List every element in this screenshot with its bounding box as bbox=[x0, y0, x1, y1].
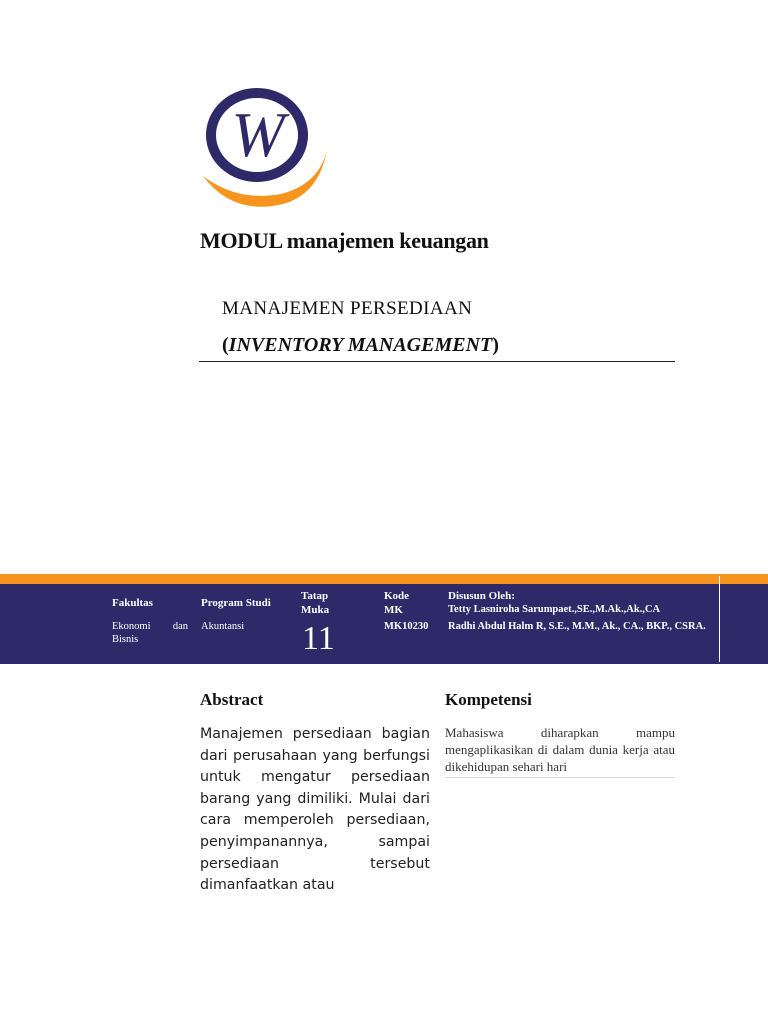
subtitle-open-paren: ( bbox=[222, 334, 229, 356]
logo-mark bbox=[197, 88, 329, 208]
kode-mk-value: MK10230 bbox=[384, 621, 429, 632]
topic-title: MANAJEMEN PERSEDIAAN bbox=[222, 298, 473, 319]
disusun-oleh-label: Disusun Oleh: bbox=[448, 590, 515, 602]
fakultas-value: Ekonomi dan Bisnis bbox=[112, 621, 188, 645]
competency-text: Mahasiswa diharapkan mampu mengaplikasikan di dalam dunia kerja atau dikehidupan sehari hari bbox=[445, 725, 675, 774]
competency-divider bbox=[445, 777, 675, 778]
subtitle-close-paren: ) bbox=[492, 334, 499, 356]
abstract-heading: Abstract bbox=[200, 690, 264, 709]
university-logo bbox=[197, 88, 329, 208]
abstract-text: Manajemen persediaan bagian dari perusahaan yang berfungsi untuk mengatur persediaan barang yang dimiliki. Mulai dari cara memperoleh persediaan, penyimpanannya, sampai persediaan tersebut dimanfaatkan atau bbox=[200, 726, 430, 894]
info-band-divider bbox=[719, 576, 720, 662]
topic-subtitle bbox=[222, 334, 499, 357]
logo-letter: W bbox=[231, 99, 285, 170]
author-2: Radhi Abdul Halm R, S.E., M.M., Ak., CA., BKP., CSRA. bbox=[448, 621, 706, 632]
program-studi-value: Akuntansi bbox=[201, 621, 245, 632]
fakultas-label: Fakultas bbox=[112, 597, 153, 609]
title-underline bbox=[199, 361, 675, 362]
tatap-muka-value: 11 bbox=[302, 620, 335, 657]
tatap-muka-label: Tatap Muka bbox=[301, 590, 330, 616]
subtitle-main: INVENTORY MANAGEMENT bbox=[228, 334, 493, 356]
author-1: Tetty Lasniroha Sarumpaet.,SE.,M.Ak.,Ak.,CA bbox=[448, 604, 661, 615]
program-studi-label: Program Studi bbox=[201, 597, 271, 609]
module-title: MODUL manajemen keuangan bbox=[200, 228, 489, 253]
competency-heading: Kompetensi bbox=[445, 690, 532, 709]
info-band-accent bbox=[0, 574, 768, 584]
kode-mk-label: Kode MK bbox=[384, 590, 410, 616]
